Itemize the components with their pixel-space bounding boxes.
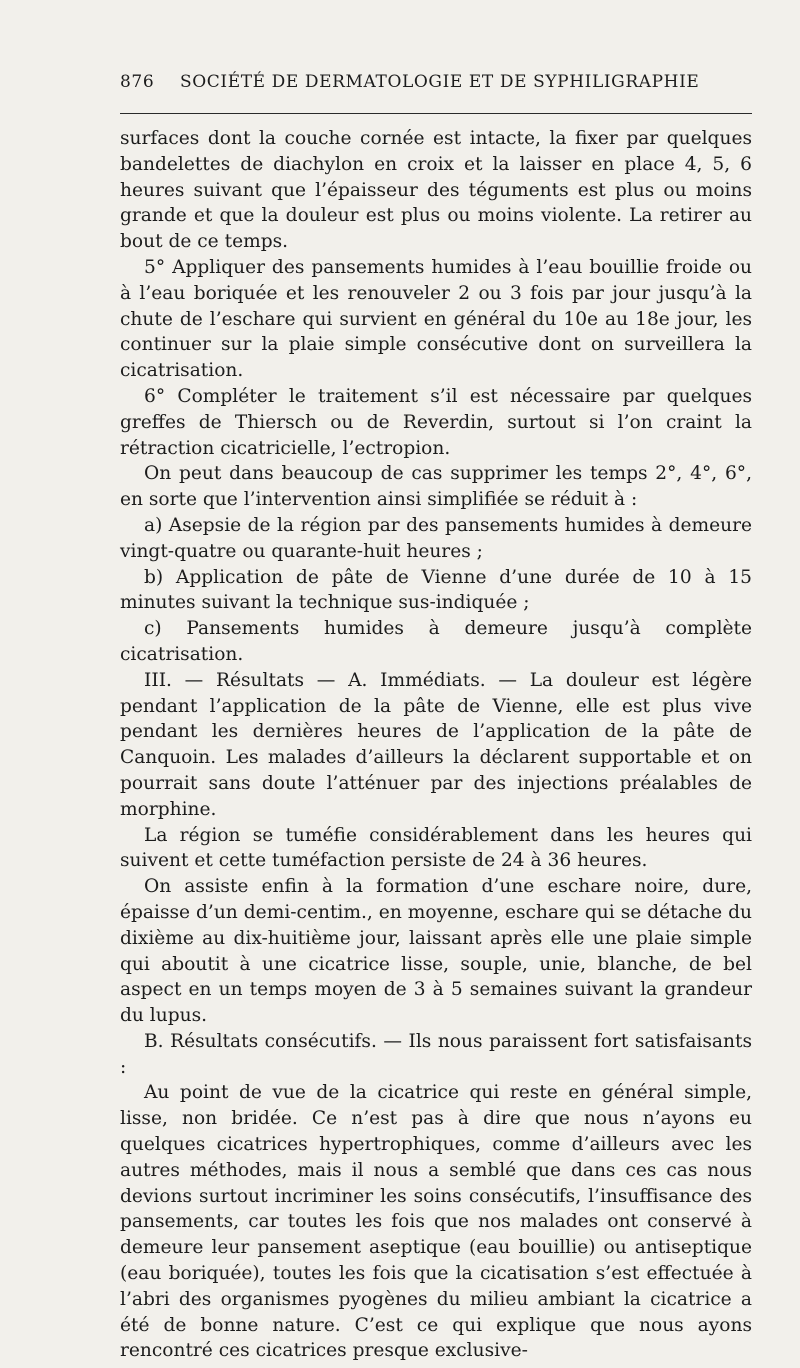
header-rule	[120, 113, 752, 114]
paragraph: a) Asepsie de la région par des pansements humides à demeure vingt-quatre ou quarante-huit heures ;	[120, 514, 752, 562]
paragraph: La région se tuméfie considérablement dans les heures qui suivent et cette tuméfaction persiste de 24 à 36 heures.	[120, 824, 752, 872]
paragraph: 5° Appliquer des pansements humides à l’eau bouillie froide ou à l’eau boriquée et les renouveler 2 ou 3 fois par jour jusqu’à la chute de l’eschare qui survient en général du 10e au 18e jour, les continuer sur la plaie simple consécutive dont on surveillera la cicatrisation.	[120, 256, 752, 382]
paragraph: On peut dans beaucoup de cas supprimer les temps 2°, 4°, 6°, en sorte que l’intervention ainsi simplifiée se réduit à :	[120, 463, 752, 511]
paragraph: surfaces dont la couche cornée est intacte, la fixer par quelques bandelettes de diachylon en croix et la laisser en place 4, 5, 6 heures suivant que l’épaisseur des téguments est plus ou moins grande et que la douleur est plus ou moins violente. La retirer au bout de ce temps.	[120, 128, 752, 253]
paragraph: III. — Résultats — A. Immédiats. — La douleur est légère pendant l’application de la pâte de Vienne, elle est plus vive pendant les dernières heures de l’application de la pâte de Canquoin. Les malades d’ailleurs la déclarent supportable et on pourrait sans doute l’atténuer par des injections préalables de morphine.	[120, 669, 752, 820]
paragraph: 6° Compléter le traitement s’il est nécessaire par quelques greffes de Thiersch ou de Reverdin, surtout si l’on craint la rétraction cicatricielle, l’ectropion.	[120, 385, 752, 459]
running-header	[120, 72, 750, 92]
paragraph: On assiste enfin à la formation d’une eschare noire, dure, épaisse d’un demi-centim., en moyenne, eschare qui se détache du dixième au dix-huitième jour, laissant après elle une plaie simple qui aboutit à une cicatrice lisse, souple, unie, blanche, de bel aspect en un temps moyen de 3 à 5 semaines suivant la grandeur du lupus.	[120, 876, 752, 1027]
paragraph: c) Pansements humides à demeure jusqu’à complète cicatrisation.	[120, 618, 752, 665]
paragraph: B. Résultats consécutifs. — Ils nous paraissent fort satisfaisants :	[120, 1030, 752, 1078]
paragraph: Au point de vue de la cicatrice qui reste en général simple, lisse, non bridée. Ce n’est pas à dire que nous n’ayons eu quelques cicatrices hypertrophiques, comme d’ailleurs avec les autres méthodes, mais il nous a semblé que dans ces cas nous devions surtout incriminer les soins consécutifs, l’insuffisance des pansements, car toutes les fois que nos malades ont conservé à demeure leur pansement aseptique (eau bouillie) ou antiseptique (eau boriquée), toutes les fois que la cicatisation s’est effectuée à l’abri des organismes pyogènes du milieu ambiant la cicatrice a été de bonne nature. C’est ce qui explique que nous ayons rencontré ces cicatrices presque exclusive-	[120, 1082, 752, 1362]
page-number: 876	[120, 72, 155, 92]
paragraph: b) Application de pâte de Vienne d’une durée de 10 à 15 minutes suivant la technique sus-indiquée ;	[120, 566, 752, 614]
body-text	[120, 126, 752, 1364]
running-title: SOCIÉTÉ DE DERMATOLOGIE ET DE SYPHILIGRAPHIE	[180, 72, 700, 92]
